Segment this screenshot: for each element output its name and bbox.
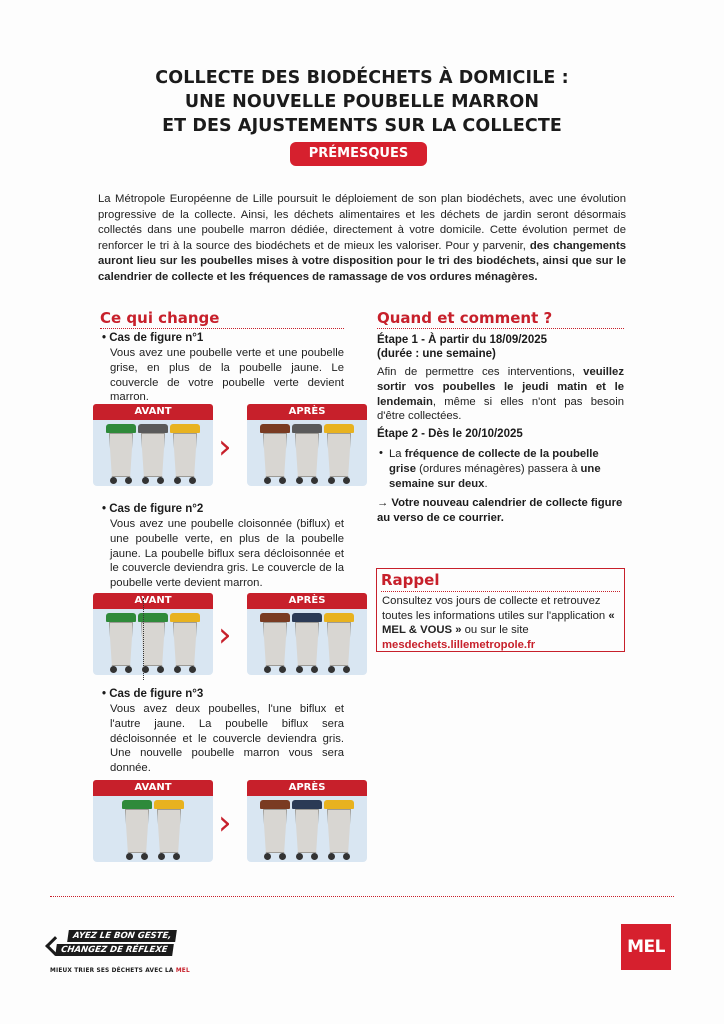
- footer-rule: [50, 896, 674, 897]
- bin-biflux-green: [106, 613, 136, 673]
- step-2-bullet-e: .: [484, 477, 488, 490]
- calendar-note: → Votre nouveau calendrier de collecte figure au verso de ce courrier.: [377, 497, 623, 524]
- step-1-text-c: , même si elles n'ont pas besoin d'être collectées.: [377, 395, 624, 423]
- bullet-dot: •: [379, 447, 383, 459]
- reminder-box: [376, 568, 625, 652]
- bin-biflux: [122, 800, 152, 860]
- biflux-divider: [143, 598, 144, 680]
- bin-yellow: [324, 424, 354, 484]
- step-2-bullet-d: une semaine sur deux: [389, 462, 601, 490]
- section-rule-when-how: [377, 328, 624, 329]
- bin-brown: [260, 424, 290, 484]
- reminder-rule: [381, 591, 620, 592]
- case-3-before-panel: [93, 780, 213, 862]
- commune-badge: PRÉMESQUES: [290, 142, 427, 166]
- case-2-label: • Cas de figure n°2: [102, 503, 204, 515]
- reminder-text: [382, 594, 622, 652]
- title-line-1: COLLECTE DES BIODÉCHETS À DOMICILE :: [155, 68, 569, 88]
- slogan-line-1: AYEZ LE BON GESTE,: [67, 930, 177, 942]
- case-2-text: Vous avez une poubelle cloisonnée (biflux) et une poubelle verte, en plus de la poubelle jaune. La poubelle biflux sera décloisonnée et le couvercle deviendra gris. Le couvercle de la poubelle verte devient marron.: [110, 518, 344, 590]
- after-tag: APRÈS: [247, 780, 367, 796]
- page-title: [60, 66, 664, 138]
- step-1-text: [377, 365, 624, 424]
- app-name: « MEL & VOUS »: [382, 609, 615, 637]
- step-1-text-bold: veuillez sortir vos poubelles le jeudi matin et le lendemain: [377, 366, 624, 408]
- mel-logo: MEL: [621, 924, 671, 970]
- bin-brown: [260, 800, 290, 860]
- case-1-text: Vous avez une poubelle verte et une poubelle grise, en plus de la poubelle jaune. Le couvercle de votre poubelle verte devient marron.: [110, 347, 344, 404]
- step-2-bullet-a: La: [389, 448, 405, 460]
- bin-yellow: [324, 800, 354, 860]
- case-2-after-panel: [247, 593, 367, 675]
- slogan-line-2: CHANGEZ DE RÉFLEXE: [55, 944, 173, 956]
- title-line-2: UNE NOUVELLE POUBELLE MARRON: [184, 92, 540, 112]
- case-1-before-panel: [93, 404, 213, 486]
- section-title-changes: Ce qui change: [100, 309, 220, 327]
- step-1-title: Étape 1 - À partir du 18/09/2025: [377, 334, 548, 346]
- bins-group: [101, 424, 205, 484]
- tagline-mel: MEL: [175, 968, 190, 974]
- slogan-logo: [48, 925, 188, 965]
- case-1-label: • Cas de figure n°1: [102, 332, 204, 344]
- bins-group: [255, 424, 359, 484]
- bin-grey: [292, 800, 322, 860]
- case-2-before-panel: [93, 593, 213, 675]
- step-1-duration: (durée : une semaine): [377, 348, 496, 360]
- reminder-text-b: ou sur le site: [461, 624, 529, 637]
- section-rule-changes: [100, 328, 344, 329]
- reminder-text-a: Consultez vos jours de collecte et retrouvez toutes les informations utiles sur l'application: [382, 595, 609, 622]
- chevron-right-icon: ›: [218, 803, 232, 843]
- bin-grey: [292, 424, 322, 484]
- before-tag: AVANT: [93, 404, 213, 420]
- title-line-3: ET DES AJUSTEMENTS SUR LA COLLECTE: [162, 116, 562, 136]
- website-link[interactable]: mesdechets.lillemetropole.fr: [382, 638, 536, 651]
- bins-group: [101, 613, 205, 673]
- bin-yellow: [154, 800, 184, 860]
- before-tag: AVANT: [93, 780, 213, 796]
- after-tag: APRÈS: [247, 404, 367, 420]
- section-title-when-how: Quand et comment ?: [377, 309, 553, 327]
- before-tag: AVANT: [93, 593, 213, 609]
- bins-group: [255, 800, 359, 860]
- bins-group: [255, 613, 359, 673]
- step-2-bullet-b: fréquence de collecte de la poubelle grise: [389, 448, 599, 475]
- bin-yellow: [324, 613, 354, 673]
- footer-tagline: [50, 968, 190, 974]
- bins-group: [101, 800, 205, 860]
- intro-text: La Métropole Européenne de Lille poursuit le déploiement de son plan biodéchets, avec une évolution progressive de la collecte. Ainsi, les déchets alimentaires et les déchets de jardin seront désormais collectés dans une poubelle marron dédiée, directement à votre domicile. Cette évolution permet de renforcer le tri à la source des biodéchets et de mieux les valoriser. Pour y parvenir,: [98, 193, 626, 252]
- chevron-right-icon: ›: [218, 615, 232, 655]
- bin-brown: [260, 613, 290, 673]
- bin-yellow: [170, 424, 200, 484]
- after-tag: APRÈS: [247, 593, 367, 609]
- reminder-title: Rappel: [381, 571, 440, 589]
- case-3-after-panel: [247, 780, 367, 862]
- bin-yellow: [170, 613, 200, 673]
- intro-paragraph: [98, 192, 626, 286]
- step-1-text-a: Afin de permettre ces interventions,: [377, 366, 584, 378]
- step-2-title: Étape 2 - Dès le 20/10/2025: [377, 428, 523, 440]
- step-2-bullet-c: (ordures ménagères) passera à: [416, 462, 581, 475]
- bin-grey: [292, 613, 322, 673]
- intro-bold-text: des changements auront lieu sur les poubelles mises à votre disposition pour le tri des biodéchets, ainsi que sur le calendrier de collecte et les fréquences de ramassage de vos ordures ménagères.: [98, 239, 626, 283]
- case-3-label: • Cas de figure n°3: [102, 688, 204, 700]
- step-2-bullet: [389, 447, 624, 491]
- case-3-text: Vous avez deux poubelles, l'une biflux et l'autre jaune. La poubelle biflux sera décloisonnée et le couvercle deviendra gris. Une nouvelle poubelle marron vous sera donnée.: [110, 703, 344, 775]
- chevron-right-icon: ›: [218, 427, 232, 467]
- case-1-after-panel: [247, 404, 367, 486]
- bin-green: [106, 424, 136, 484]
- tagline-text: MIEUX TRIER SES DÉCHETS AVEC LA: [50, 968, 176, 974]
- bin-grey: [138, 424, 168, 484]
